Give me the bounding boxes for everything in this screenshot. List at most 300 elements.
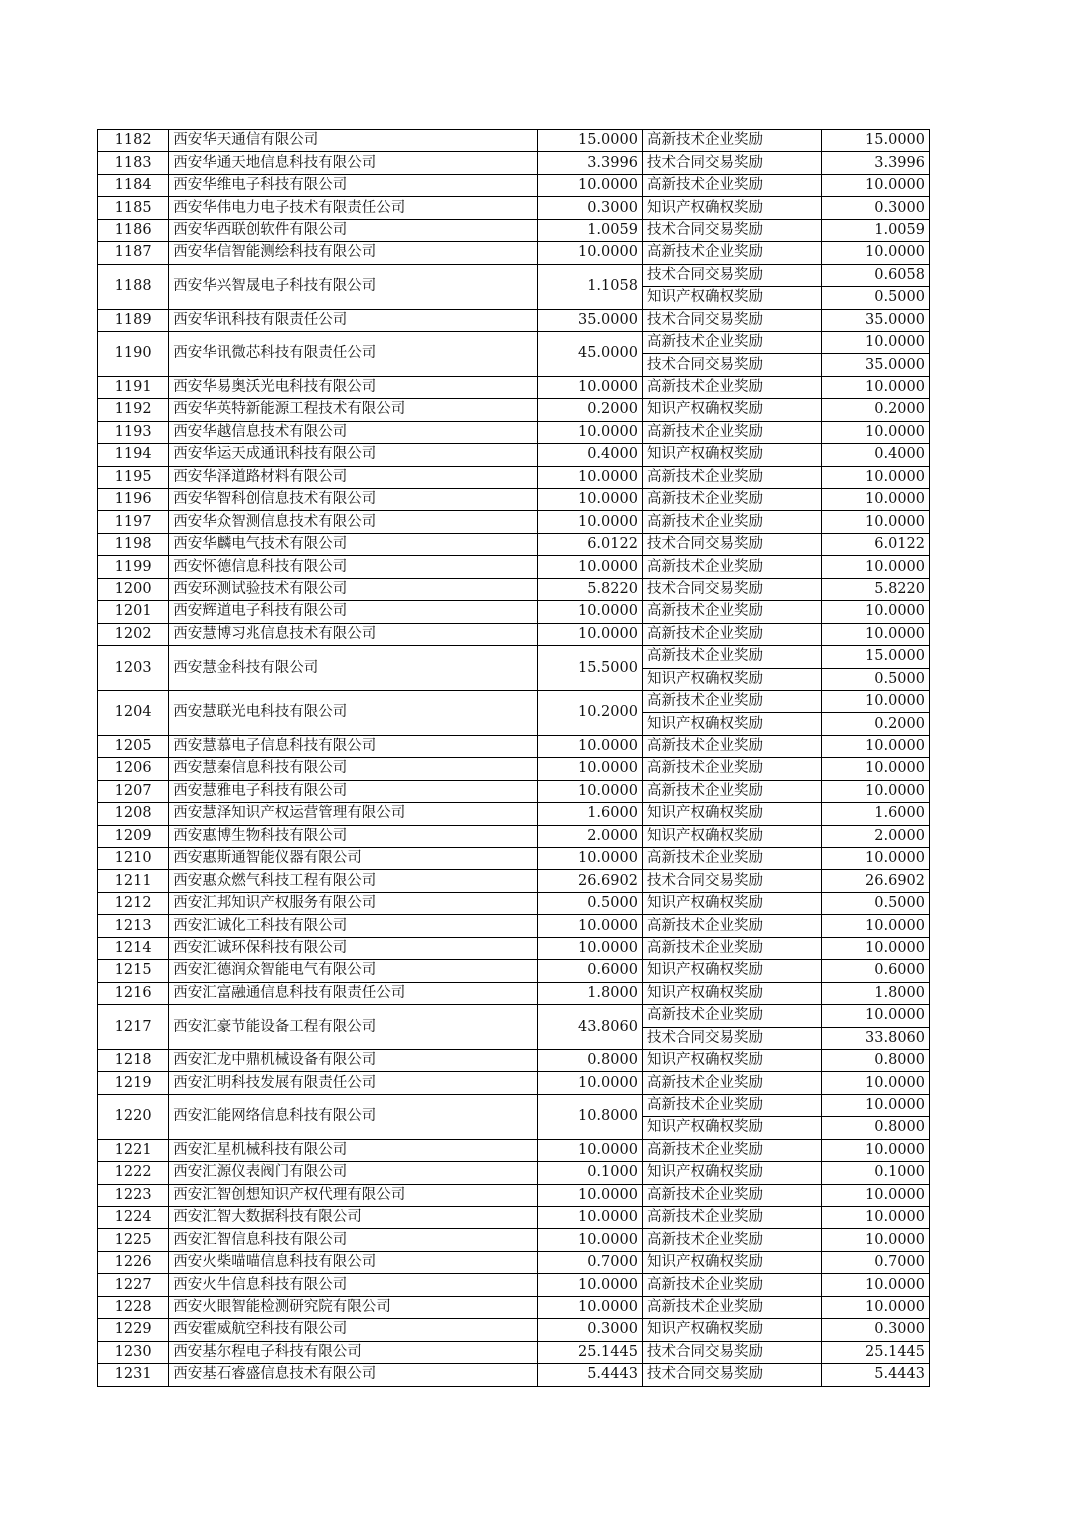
company-name: 西安慧秦信息科技有限公司 [169, 758, 537, 780]
award-amount: 0.6000 [821, 960, 929, 982]
company-name: 西安汇富融通信息科技有限责任公司 [169, 982, 537, 1004]
table-row [98, 1184, 930, 1206]
company-name: 西安慧金科技有限公司 [169, 646, 537, 691]
table-row [98, 601, 930, 623]
award-type: 高新技术企业奖励 [642, 1094, 821, 1116]
company-name: 西安环测试验技术有限公司 [169, 578, 537, 600]
award-amount: 1.0059 [821, 219, 929, 241]
row-number: 1204 [98, 690, 169, 735]
row-number: 1224 [98, 1207, 169, 1229]
row-number: 1198 [98, 533, 169, 555]
award-amount: 0.6058 [821, 264, 929, 286]
company-name: 西安火柴喵喵信息科技有限公司 [169, 1251, 537, 1273]
total-amount: 10.0000 [537, 1229, 642, 1251]
award-type: 高新技术企业奖励 [642, 735, 821, 757]
award-type: 高新技术企业奖励 [642, 915, 821, 937]
award-amount: 10.0000 [821, 623, 929, 645]
row-number: 1183 [98, 152, 169, 174]
award-type: 高新技术企业奖励 [642, 489, 821, 511]
total-amount: 0.3000 [537, 1319, 642, 1341]
table-row [98, 1049, 930, 1071]
company-name: 西安火眼智能检测研究院有限公司 [169, 1296, 537, 1318]
award-type: 高新技术企业奖励 [642, 646, 821, 668]
row-number: 1190 [98, 331, 169, 376]
row-number: 1200 [98, 578, 169, 600]
total-amount: 1.1058 [537, 264, 642, 309]
total-amount: 45.0000 [537, 331, 642, 376]
award-type: 高新技术企业奖励 [642, 421, 821, 443]
total-amount: 10.0000 [537, 937, 642, 959]
total-amount: 10.0000 [537, 915, 642, 937]
award-amount: 25.1445 [821, 1341, 929, 1363]
total-amount: 1.0059 [537, 219, 642, 241]
award-amount: 0.5000 [821, 668, 929, 690]
award-amount: 3.3996 [821, 152, 929, 174]
total-amount: 35.0000 [537, 309, 642, 331]
company-name: 西安华维电子科技有限公司 [169, 174, 537, 196]
row-number: 1231 [98, 1364, 169, 1386]
award-type: 知识产权确权奖励 [642, 399, 821, 421]
award-type: 技术合同交易奖励 [642, 533, 821, 555]
total-amount: 10.0000 [537, 1072, 642, 1094]
company-name: 西安惠斯通智能仪器有限公司 [169, 848, 537, 870]
award-type: 高新技术企业奖励 [642, 376, 821, 398]
table-row [98, 219, 930, 241]
company-name: 西安华泽道路材料有限公司 [169, 466, 537, 488]
company-name: 西安汇诚化工科技有限公司 [169, 915, 537, 937]
company-name: 西安华众智测信息技术有限公司 [169, 511, 537, 533]
award-amount: 10.0000 [821, 1184, 929, 1206]
total-amount: 10.0000 [537, 1207, 642, 1229]
award-amount: 10.0000 [821, 556, 929, 578]
company-name: 西安辉道电子科技有限公司 [169, 601, 537, 623]
total-amount: 10.0000 [537, 242, 642, 264]
row-number: 1187 [98, 242, 169, 264]
row-number: 1186 [98, 219, 169, 241]
row-number: 1212 [98, 892, 169, 914]
table-row [98, 556, 930, 578]
company-name: 西安华易奥沃光电科技有限公司 [169, 376, 537, 398]
company-name: 西安汇智创想知识产权代理有限公司 [169, 1184, 537, 1206]
award-type: 技术合同交易奖励 [642, 309, 821, 331]
row-number: 1228 [98, 1296, 169, 1318]
row-number: 1221 [98, 1139, 169, 1161]
total-amount: 10.0000 [537, 758, 642, 780]
award-amount: 35.0000 [821, 309, 929, 331]
award-type: 知识产权确权奖励 [642, 1049, 821, 1071]
company-name: 西安怀德信息科技有限公司 [169, 556, 537, 578]
total-amount: 10.0000 [537, 556, 642, 578]
row-number: 1210 [98, 848, 169, 870]
total-amount: 10.2000 [537, 690, 642, 735]
total-amount: 0.2000 [537, 399, 642, 421]
table-row [98, 421, 930, 443]
row-number: 1199 [98, 556, 169, 578]
row-number: 1225 [98, 1229, 169, 1251]
award-type: 知识产权确权奖励 [642, 1319, 821, 1341]
table-row [98, 1251, 930, 1273]
total-amount: 2.0000 [537, 825, 642, 847]
award-type: 高新技术企业奖励 [642, 511, 821, 533]
award-type: 高新技术企业奖励 [642, 1184, 821, 1206]
row-number: 1205 [98, 735, 169, 757]
award-amount: 0.7000 [821, 1251, 929, 1273]
total-amount: 0.5000 [537, 892, 642, 914]
table-row [98, 444, 930, 466]
total-amount: 0.3000 [537, 197, 642, 219]
row-number: 1220 [98, 1094, 169, 1139]
award-amount: 10.0000 [821, 1139, 929, 1161]
award-amount: 10.0000 [821, 848, 929, 870]
total-amount: 10.0000 [537, 780, 642, 802]
award-amount: 10.0000 [821, 937, 929, 959]
award-amount: 10.0000 [821, 601, 929, 623]
table-row [98, 1072, 930, 1094]
company-name: 西安汇源仪表阀门有限公司 [169, 1162, 537, 1184]
total-amount: 10.0000 [537, 174, 642, 196]
award-amount: 10.0000 [821, 331, 929, 353]
award-amount: 10.0000 [821, 1229, 929, 1251]
award-table [97, 129, 930, 1387]
row-number: 1193 [98, 421, 169, 443]
row-number: 1216 [98, 982, 169, 1004]
award-type: 高新技术企业奖励 [642, 937, 821, 959]
company-name: 西安汇智大数据科技有限公司 [169, 1207, 537, 1229]
table-row [98, 466, 930, 488]
company-name: 西安华信智能测绘科技有限公司 [169, 242, 537, 264]
award-type: 知识产权确权奖励 [642, 825, 821, 847]
award-amount: 0.3000 [821, 1319, 929, 1341]
row-number: 1196 [98, 489, 169, 511]
total-amount: 10.0000 [537, 1184, 642, 1206]
row-number: 1197 [98, 511, 169, 533]
award-type: 知识产权确权奖励 [642, 713, 821, 735]
award-amount: 10.0000 [821, 758, 929, 780]
award-amount: 10.0000 [821, 421, 929, 443]
table-row [98, 758, 930, 780]
award-type: 技术合同交易奖励 [642, 1364, 821, 1386]
total-amount: 1.8000 [537, 982, 642, 1004]
company-name: 西安基尔程电子科技有限公司 [169, 1341, 537, 1363]
award-type: 技术合同交易奖励 [642, 578, 821, 600]
company-name: 西安惠众燃气科技工程有限公司 [169, 870, 537, 892]
table-row [98, 646, 930, 668]
award-type: 高新技术企业奖励 [642, 174, 821, 196]
award-amount: 6.0122 [821, 533, 929, 555]
company-name: 西安汇德润众智能电气有限公司 [169, 960, 537, 982]
table-row [98, 1005, 930, 1027]
table-row [98, 1094, 930, 1116]
award-amount: 0.2000 [821, 399, 929, 421]
row-number: 1215 [98, 960, 169, 982]
total-amount: 0.4000 [537, 444, 642, 466]
award-amount: 0.8000 [821, 1049, 929, 1071]
total-amount: 43.8060 [537, 1005, 642, 1050]
award-type: 高新技术企业奖励 [642, 556, 821, 578]
table-row [98, 242, 930, 264]
table-row [98, 1229, 930, 1251]
company-name: 西安华西联创软件有限公司 [169, 219, 537, 241]
award-type: 知识产权确权奖励 [642, 1162, 821, 1184]
table-row [98, 780, 930, 802]
award-type: 技术合同交易奖励 [642, 152, 821, 174]
award-amount: 10.0000 [821, 1274, 929, 1296]
total-amount: 1.6000 [537, 803, 642, 825]
award-type: 技术合同交易奖励 [642, 264, 821, 286]
company-name: 西安华天通信有限公司 [169, 130, 537, 152]
total-amount: 10.8000 [537, 1094, 642, 1139]
total-amount: 10.0000 [537, 735, 642, 757]
row-number: 1202 [98, 623, 169, 645]
company-name: 西安汇豪节能设备工程有限公司 [169, 1005, 537, 1050]
row-number: 1201 [98, 601, 169, 623]
table-row [98, 1364, 930, 1386]
row-number: 1192 [98, 399, 169, 421]
company-name: 西安基石睿盛信息技术有限公司 [169, 1364, 537, 1386]
award-amount: 10.0000 [821, 915, 929, 937]
total-amount: 10.0000 [537, 376, 642, 398]
table-row [98, 870, 930, 892]
company-name: 西安华运天成通讯科技有限公司 [169, 444, 537, 466]
table-row [98, 1162, 930, 1184]
row-number: 1213 [98, 915, 169, 937]
award-type: 高新技术企业奖励 [642, 1207, 821, 1229]
company-name: 西安慧雅电子科技有限公司 [169, 780, 537, 802]
table-row [98, 623, 930, 645]
award-type: 技术合同交易奖励 [642, 354, 821, 376]
award-type: 知识产权确权奖励 [642, 197, 821, 219]
total-amount: 26.6902 [537, 870, 642, 892]
table-row [98, 825, 930, 847]
table-row [98, 309, 930, 331]
award-type: 高新技术企业奖励 [642, 466, 821, 488]
company-name: 西安汇能网络信息科技有限公司 [169, 1094, 537, 1139]
table-row [98, 130, 930, 152]
row-number: 1222 [98, 1162, 169, 1184]
award-amount: 0.8000 [821, 1117, 929, 1139]
award-type: 技术合同交易奖励 [642, 219, 821, 241]
total-amount: 0.8000 [537, 1049, 642, 1071]
table-row [98, 1341, 930, 1363]
row-number: 1184 [98, 174, 169, 196]
total-amount: 10.0000 [537, 511, 642, 533]
award-amount: 0.4000 [821, 444, 929, 466]
award-type: 高新技术企业奖励 [642, 1229, 821, 1251]
table-row [98, 174, 930, 196]
award-amount: 26.6902 [821, 870, 929, 892]
total-amount: 0.7000 [537, 1251, 642, 1273]
award-type: 高新技术企业奖励 [642, 758, 821, 780]
award-amount: 10.0000 [821, 1072, 929, 1094]
row-number: 1229 [98, 1319, 169, 1341]
row-number: 1195 [98, 466, 169, 488]
row-number: 1191 [98, 376, 169, 398]
table-row [98, 735, 930, 757]
company-name: 西安华兴智晟电子科技有限公司 [169, 264, 537, 309]
company-name: 西安霍威航空科技有限公司 [169, 1319, 537, 1341]
row-number: 1208 [98, 803, 169, 825]
award-amount: 10.0000 [821, 489, 929, 511]
row-number: 1223 [98, 1184, 169, 1206]
row-number: 1209 [98, 825, 169, 847]
table-row [98, 264, 930, 286]
award-type: 高新技术企业奖励 [642, 1296, 821, 1318]
award-type: 知识产权确权奖励 [642, 982, 821, 1004]
award-type: 技术合同交易奖励 [642, 1027, 821, 1049]
table-row [98, 982, 930, 1004]
company-name: 西安华越信息技术有限公司 [169, 421, 537, 443]
table-row [98, 533, 930, 555]
award-type: 知识产权确权奖励 [642, 1251, 821, 1273]
row-number: 1217 [98, 1005, 169, 1050]
table-row [98, 376, 930, 398]
award-amount: 0.2000 [821, 713, 929, 735]
row-number: 1189 [98, 309, 169, 331]
award-amount: 15.0000 [821, 130, 929, 152]
row-number: 1188 [98, 264, 169, 309]
company-name: 西安华伟电力电子技术有限责任公司 [169, 197, 537, 219]
award-type: 技术合同交易奖励 [642, 1341, 821, 1363]
award-amount: 10.0000 [821, 690, 929, 712]
total-amount: 10.0000 [537, 1139, 642, 1161]
award-amount: 10.0000 [821, 466, 929, 488]
table-row [98, 892, 930, 914]
award-type: 高新技术企业奖励 [642, 1274, 821, 1296]
company-name: 西安汇诚环保科技有限公司 [169, 937, 537, 959]
table-row [98, 960, 930, 982]
table-row [98, 399, 930, 421]
award-amount: 1.8000 [821, 982, 929, 1004]
company-name: 西安汇邦知识产权服务有限公司 [169, 892, 537, 914]
total-amount: 5.4443 [537, 1364, 642, 1386]
award-type: 知识产权确权奖励 [642, 803, 821, 825]
award-type: 高新技术企业奖励 [642, 1005, 821, 1027]
table-row [98, 1207, 930, 1229]
award-table-body [98, 130, 930, 1387]
table-row [98, 1296, 930, 1318]
award-type: 高新技术企业奖励 [642, 331, 821, 353]
award-amount: 0.5000 [821, 287, 929, 309]
award-type: 知识产权确权奖励 [642, 892, 821, 914]
table-row [98, 489, 930, 511]
total-amount: 10.0000 [537, 601, 642, 623]
total-amount: 6.0122 [537, 533, 642, 555]
award-amount: 10.0000 [821, 1005, 929, 1027]
award-amount: 10.0000 [821, 1296, 929, 1318]
award-amount: 10.0000 [821, 376, 929, 398]
table-row [98, 915, 930, 937]
award-type: 高新技术企业奖励 [642, 130, 821, 152]
company-name: 西安华通天地信息科技有限公司 [169, 152, 537, 174]
table-row [98, 1274, 930, 1296]
award-amount: 2.0000 [821, 825, 929, 847]
row-number: 1219 [98, 1072, 169, 1094]
total-amount: 10.0000 [537, 1296, 642, 1318]
award-type: 高新技术企业奖励 [642, 1139, 821, 1161]
table-row [98, 1319, 930, 1341]
row-number: 1227 [98, 1274, 169, 1296]
award-amount: 1.6000 [821, 803, 929, 825]
row-number: 1203 [98, 646, 169, 691]
award-amount: 0.1000 [821, 1162, 929, 1184]
award-type: 知识产权确权奖励 [642, 960, 821, 982]
row-number: 1230 [98, 1341, 169, 1363]
award-type: 知识产权确权奖励 [642, 287, 821, 309]
award-amount: 0.3000 [821, 197, 929, 219]
award-amount: 10.0000 [821, 780, 929, 802]
total-amount: 10.0000 [537, 421, 642, 443]
row-number: 1211 [98, 870, 169, 892]
award-amount: 33.8060 [821, 1027, 929, 1049]
award-type: 高新技术企业奖励 [642, 848, 821, 870]
company-name: 西安慧慕电子信息科技有限公司 [169, 735, 537, 757]
company-name: 西安华讯科技有限责任公司 [169, 309, 537, 331]
row-number: 1206 [98, 758, 169, 780]
award-type: 高新技术企业奖励 [642, 242, 821, 264]
company-name: 西安慧博习兆信息技术有限公司 [169, 623, 537, 645]
award-type: 高新技术企业奖励 [642, 601, 821, 623]
company-name: 西安华麟电气技术有限公司 [169, 533, 537, 555]
award-type: 知识产权确权奖励 [642, 668, 821, 690]
award-amount: 10.0000 [821, 1207, 929, 1229]
table-row [98, 152, 930, 174]
company-name: 西安汇龙中鼎机械设备有限公司 [169, 1049, 537, 1071]
award-type: 知识产权确权奖励 [642, 1117, 821, 1139]
total-amount: 0.1000 [537, 1162, 642, 1184]
award-type: 高新技术企业奖励 [642, 623, 821, 645]
total-amount: 10.0000 [537, 1274, 642, 1296]
total-amount: 0.6000 [537, 960, 642, 982]
total-amount: 10.0000 [537, 489, 642, 511]
row-number: 1194 [98, 444, 169, 466]
row-number: 1226 [98, 1251, 169, 1273]
row-number: 1182 [98, 130, 169, 152]
award-amount: 10.0000 [821, 242, 929, 264]
award-type: 高新技术企业奖励 [642, 1072, 821, 1094]
row-number: 1185 [98, 197, 169, 219]
company-name: 西安慧联光电科技有限公司 [169, 690, 537, 735]
company-name: 西安惠博生物科技有限公司 [169, 825, 537, 847]
total-amount: 10.0000 [537, 623, 642, 645]
award-amount: 10.0000 [821, 511, 929, 533]
award-type: 高新技术企业奖励 [642, 690, 821, 712]
award-amount: 15.0000 [821, 646, 929, 668]
award-amount: 5.8220 [821, 578, 929, 600]
award-amount: 0.5000 [821, 892, 929, 914]
total-amount: 10.0000 [537, 466, 642, 488]
row-number: 1207 [98, 780, 169, 802]
award-amount: 10.0000 [821, 735, 929, 757]
company-name: 西安华英特新能源工程技术有限公司 [169, 399, 537, 421]
table-row [98, 803, 930, 825]
row-number: 1214 [98, 937, 169, 959]
table-row [98, 197, 930, 219]
award-type: 知识产权确权奖励 [642, 444, 821, 466]
company-name: 西安火牛信息科技有限公司 [169, 1274, 537, 1296]
table-row [98, 937, 930, 959]
award-type: 高新技术企业奖励 [642, 780, 821, 802]
company-name: 西安华智科创信息技术有限公司 [169, 489, 537, 511]
company-name: 西安汇星机械科技有限公司 [169, 1139, 537, 1161]
company-name: 西安华讯微芯科技有限责任公司 [169, 331, 537, 376]
table-row [98, 511, 930, 533]
total-amount: 10.0000 [537, 848, 642, 870]
table-row [98, 690, 930, 712]
award-amount: 10.0000 [821, 174, 929, 196]
total-amount: 15.5000 [537, 646, 642, 691]
total-amount: 5.8220 [537, 578, 642, 600]
award-amount: 5.4443 [821, 1364, 929, 1386]
